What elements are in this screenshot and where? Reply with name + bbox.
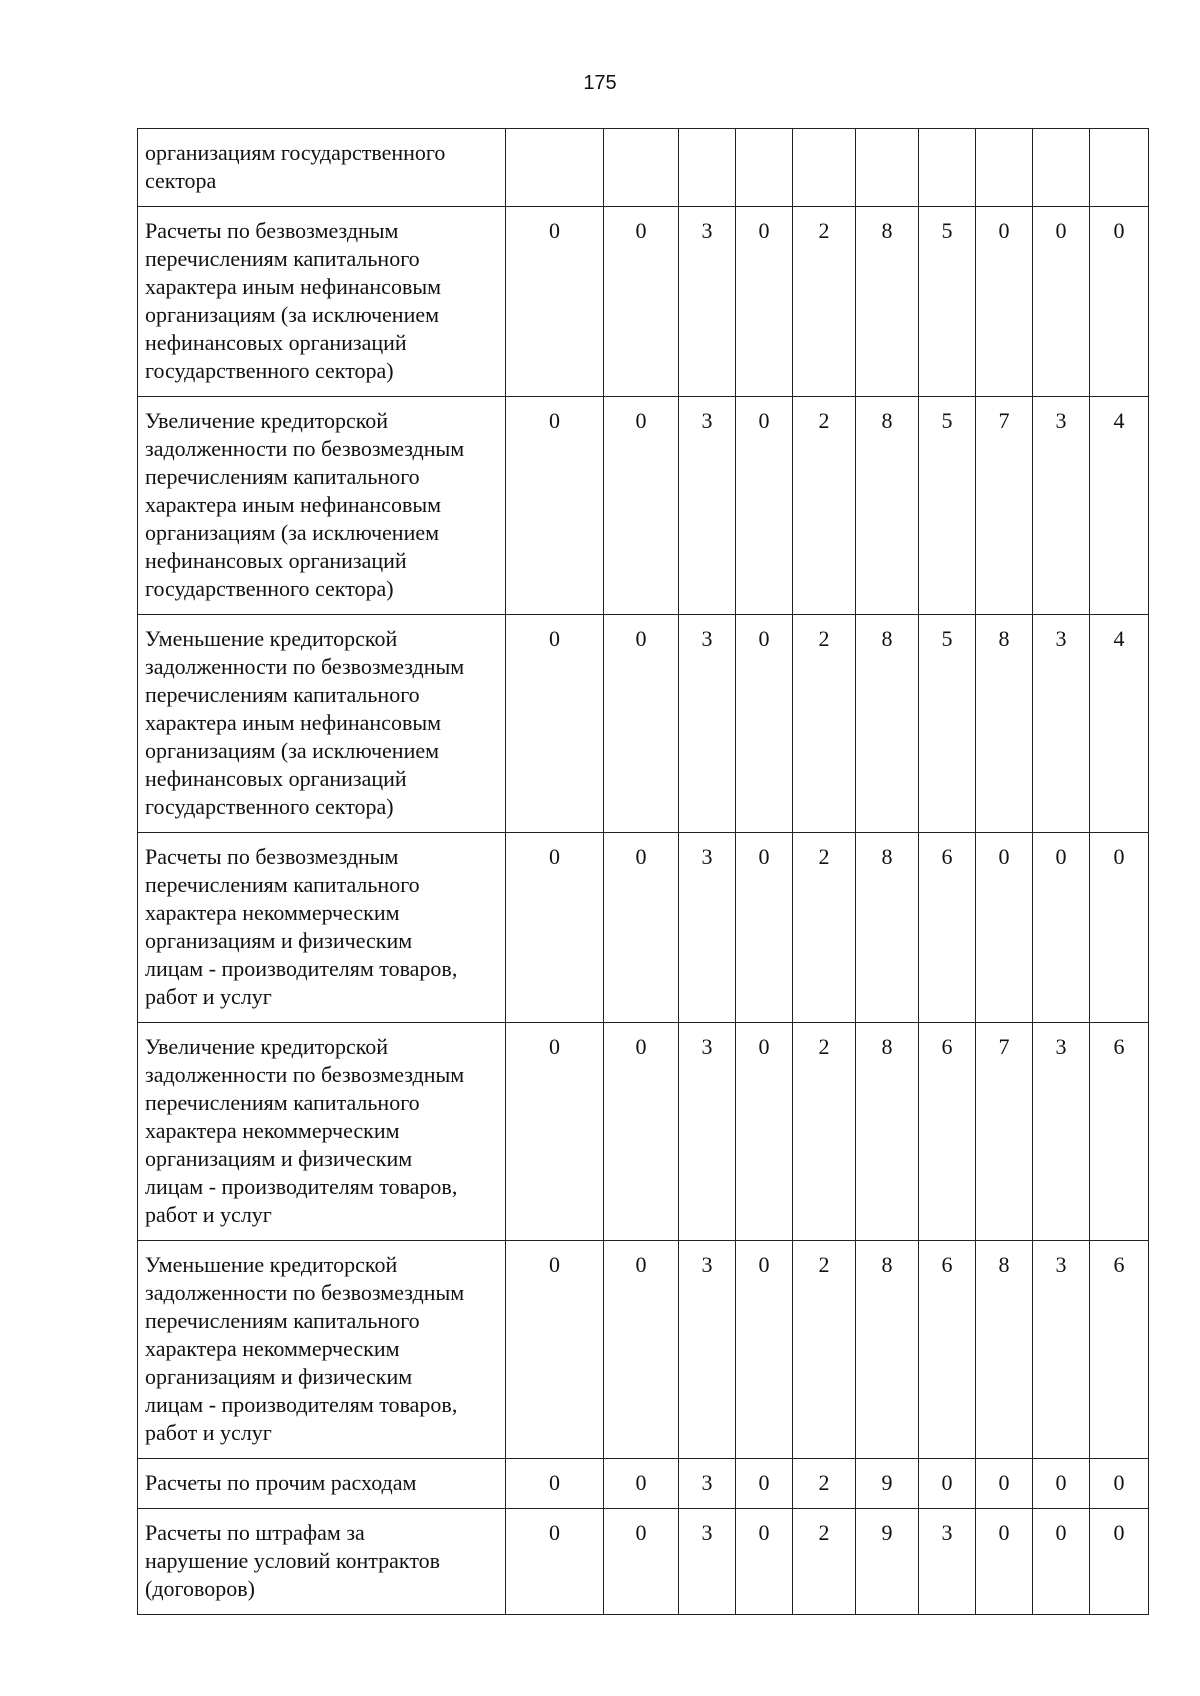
code-digit-cell xyxy=(1033,129,1090,207)
code-digit-cell: 3 xyxy=(679,1023,736,1241)
code-digit-cell: 0 xyxy=(736,615,793,833)
code-digit-cell: 0 xyxy=(736,1459,793,1509)
description-line: организациям и физическим xyxy=(145,1146,413,1171)
code-digit-cell: 0 xyxy=(506,1459,604,1509)
code-digit-cell: 3 xyxy=(679,397,736,615)
code-digit-cell: 2 xyxy=(793,1023,856,1241)
code-digit-cell: 3 xyxy=(1033,397,1090,615)
description-line: задолженности по безвозмездным xyxy=(145,654,465,679)
description-line: государственного сектора) xyxy=(145,358,394,383)
code-digit-cell: 8 xyxy=(976,1241,1033,1459)
code-digit-cell: 0 xyxy=(976,1509,1033,1615)
code-digit-cell: 0 xyxy=(1033,207,1090,397)
code-digit-cell: 3 xyxy=(679,833,736,1023)
description-line: перечислениям капитального xyxy=(145,1308,420,1333)
code-digit-cell: 0 xyxy=(919,1459,976,1509)
description-line: характера иным нефинансовым xyxy=(145,492,442,517)
code-digit-cell: 6 xyxy=(1090,1023,1149,1241)
code-digit-cell: 8 xyxy=(976,615,1033,833)
code-digit-cell: 3 xyxy=(1033,615,1090,833)
description-line: лицам - производителям товаров, xyxy=(145,1174,458,1199)
code-digit-cell xyxy=(506,129,604,207)
code-digit-cell: 0 xyxy=(976,1459,1033,1509)
table-row xyxy=(138,129,1149,207)
code-digit-cell: 8 xyxy=(856,615,919,833)
table-row xyxy=(138,1459,1149,1509)
code-digit-cell: 7 xyxy=(976,397,1033,615)
description-line: организациям (за исключением xyxy=(145,520,440,545)
description-line: работ и услуг xyxy=(145,1202,272,1227)
code-digit-cell: 0 xyxy=(1033,1459,1090,1509)
code-digit-cell: 5 xyxy=(919,397,976,615)
code-digit-cell: 0 xyxy=(1090,1509,1149,1615)
code-digit-cell: 0 xyxy=(506,1509,604,1615)
description-line: перечислениям капитального xyxy=(145,246,420,271)
code-digit-cell: 9 xyxy=(856,1509,919,1615)
table-body xyxy=(138,129,1149,1615)
description-line: характера некоммерческим xyxy=(145,1336,400,1361)
table-row xyxy=(138,1023,1149,1241)
code-digit-cell: 0 xyxy=(736,1509,793,1615)
description-line: перечислениям капитального xyxy=(145,872,420,897)
code-digit-cell xyxy=(604,129,679,207)
code-digit-cell: 0 xyxy=(604,1023,679,1241)
code-digit-cell: 0 xyxy=(736,1023,793,1241)
description-line: Уменьшение кредиторской xyxy=(145,1252,398,1277)
page-number: 175 xyxy=(583,72,617,94)
code-digit-cell: 8 xyxy=(856,1241,919,1459)
code-digit-cell: 0 xyxy=(736,207,793,397)
description-line: задолженности по безвозмездным xyxy=(145,436,465,461)
description-line: Увеличение кредиторской xyxy=(145,1034,389,1059)
description-line: Расчеты по прочим расходам xyxy=(145,1470,417,1495)
code-digit-cell: 0 xyxy=(976,833,1033,1023)
description-line: государственного сектора) xyxy=(145,794,394,819)
table-row xyxy=(138,397,1149,615)
code-digit-cell: 0 xyxy=(736,833,793,1023)
code-digit-cell: 8 xyxy=(856,1023,919,1241)
code-digit-cell: 0 xyxy=(604,1241,679,1459)
description-line: (договоров) xyxy=(145,1576,255,1601)
code-digit-cell: 0 xyxy=(736,397,793,615)
description-line: работ и услуг xyxy=(145,984,272,1009)
table-row xyxy=(138,615,1149,833)
description-line: Расчеты по безвозмездным xyxy=(145,844,399,869)
table-row xyxy=(138,207,1149,397)
code-digit-cell: 0 xyxy=(1090,1459,1149,1509)
code-digit-cell: 7 xyxy=(976,1023,1033,1241)
description-line: нефинансовых организаций xyxy=(145,548,407,573)
description-line: лицам - производителям товаров, xyxy=(145,956,458,981)
description-line: организациям (за исключением xyxy=(145,738,440,763)
code-digit-cell: 0 xyxy=(1090,207,1149,397)
description-line: перечислениям капитального xyxy=(145,464,420,489)
code-digit-cell: 2 xyxy=(793,1459,856,1509)
row-description-cell xyxy=(138,207,506,397)
description-line: характера иным нефинансовым xyxy=(145,710,442,735)
row-description-cell xyxy=(138,1459,506,1509)
description-line: организациям и физическим xyxy=(145,928,413,953)
description-line: государственного сектора) xyxy=(145,576,394,601)
description-line: работ и услуг xyxy=(145,1420,272,1445)
code-digit-cell: 4 xyxy=(1090,615,1149,833)
code-digit-cell: 0 xyxy=(976,207,1033,397)
code-digit-cell: 0 xyxy=(506,207,604,397)
description-line: Уменьшение кредиторской xyxy=(145,626,398,651)
description-line: организациям государственного xyxy=(145,140,446,165)
code-digit-cell: 6 xyxy=(919,833,976,1023)
code-digit-cell: 0 xyxy=(604,615,679,833)
code-digit-cell: 6 xyxy=(919,1023,976,1241)
description-line: нарушение условий контрактов xyxy=(145,1548,441,1573)
code-digit-cell: 6 xyxy=(1090,1241,1149,1459)
code-digit-cell: 3 xyxy=(679,1241,736,1459)
description-line: Увеличение кредиторской xyxy=(145,408,389,433)
code-digit-cell: 9 xyxy=(856,1459,919,1509)
code-digit-cell xyxy=(856,129,919,207)
description-line: характера некоммерческим xyxy=(145,1118,400,1143)
code-digit-cell xyxy=(1090,129,1149,207)
code-digit-cell xyxy=(919,129,976,207)
code-digit-cell: 8 xyxy=(856,397,919,615)
code-digit-cell: 0 xyxy=(1033,1509,1090,1615)
code-digit-cell: 0 xyxy=(604,207,679,397)
code-digit-cell xyxy=(793,129,856,207)
code-digit-cell: 0 xyxy=(736,1241,793,1459)
budget-classification-table xyxy=(137,128,1149,1615)
code-digit-cell: 3 xyxy=(1033,1023,1090,1241)
code-digit-cell: 0 xyxy=(506,397,604,615)
table-row xyxy=(138,1509,1149,1615)
code-digit-cell: 5 xyxy=(919,615,976,833)
row-description-cell xyxy=(138,129,506,207)
code-digit-cell: 0 xyxy=(506,615,604,833)
code-digit-cell: 8 xyxy=(856,833,919,1023)
code-digit-cell: 2 xyxy=(793,397,856,615)
code-digit-cell: 3 xyxy=(679,1509,736,1615)
code-digit-cell: 2 xyxy=(793,1509,856,1615)
table-row xyxy=(138,1241,1149,1459)
row-description-cell xyxy=(138,615,506,833)
row-description-cell xyxy=(138,1241,506,1459)
code-digit-cell: 3 xyxy=(919,1509,976,1615)
row-description-cell xyxy=(138,1023,506,1241)
code-digit-cell: 0 xyxy=(604,1459,679,1509)
code-digit-cell: 0 xyxy=(1033,833,1090,1023)
description-line: задолженности по безвозмездным xyxy=(145,1280,465,1305)
description-line: характера иным нефинансовым xyxy=(145,274,442,299)
description-line: нефинансовых организаций xyxy=(145,766,407,791)
row-description-cell xyxy=(138,833,506,1023)
code-digit-cell: 2 xyxy=(793,615,856,833)
code-digit-cell: 3 xyxy=(679,615,736,833)
description-line: организациям (за исключением xyxy=(145,302,440,327)
code-digit-cell: 0 xyxy=(506,1241,604,1459)
code-digit-cell: 3 xyxy=(679,207,736,397)
code-digit-cell: 3 xyxy=(679,1459,736,1509)
description-line: перечислениям капитального xyxy=(145,1090,420,1115)
code-digit-cell: 8 xyxy=(856,207,919,397)
code-digit-cell: 0 xyxy=(1090,833,1149,1023)
row-description-cell xyxy=(138,1509,506,1615)
description-line: перечислениям капитального xyxy=(145,682,420,707)
code-digit-cell: 2 xyxy=(793,1241,856,1459)
description-line: организациям и физическим xyxy=(145,1364,413,1389)
description-line: сектора xyxy=(145,168,217,193)
code-digit-cell: 0 xyxy=(604,397,679,615)
code-digit-cell: 5 xyxy=(919,207,976,397)
code-digit-cell: 2 xyxy=(793,207,856,397)
code-digit-cell xyxy=(679,129,736,207)
code-digit-cell: 0 xyxy=(506,833,604,1023)
description-line: лицам - производителям товаров, xyxy=(145,1392,458,1417)
code-digit-cell: 6 xyxy=(919,1241,976,1459)
description-line: нефинансовых организаций xyxy=(145,330,407,355)
description-line: задолженности по безвозмездным xyxy=(145,1062,465,1087)
code-digit-cell: 0 xyxy=(604,833,679,1023)
description-line: Расчеты по безвозмездным xyxy=(145,218,399,243)
table-row xyxy=(138,833,1149,1023)
code-digit-cell xyxy=(976,129,1033,207)
code-digit-cell: 0 xyxy=(604,1509,679,1615)
description-line: характера некоммерческим xyxy=(145,900,400,925)
row-description-cell xyxy=(138,397,506,615)
code-digit-cell: 3 xyxy=(1033,1241,1090,1459)
code-digit-cell: 2 xyxy=(793,833,856,1023)
code-digit-cell xyxy=(736,129,793,207)
code-digit-cell: 0 xyxy=(506,1023,604,1241)
description-line: Расчеты по штрафам за xyxy=(145,1520,365,1545)
code-digit-cell: 4 xyxy=(1090,397,1149,615)
